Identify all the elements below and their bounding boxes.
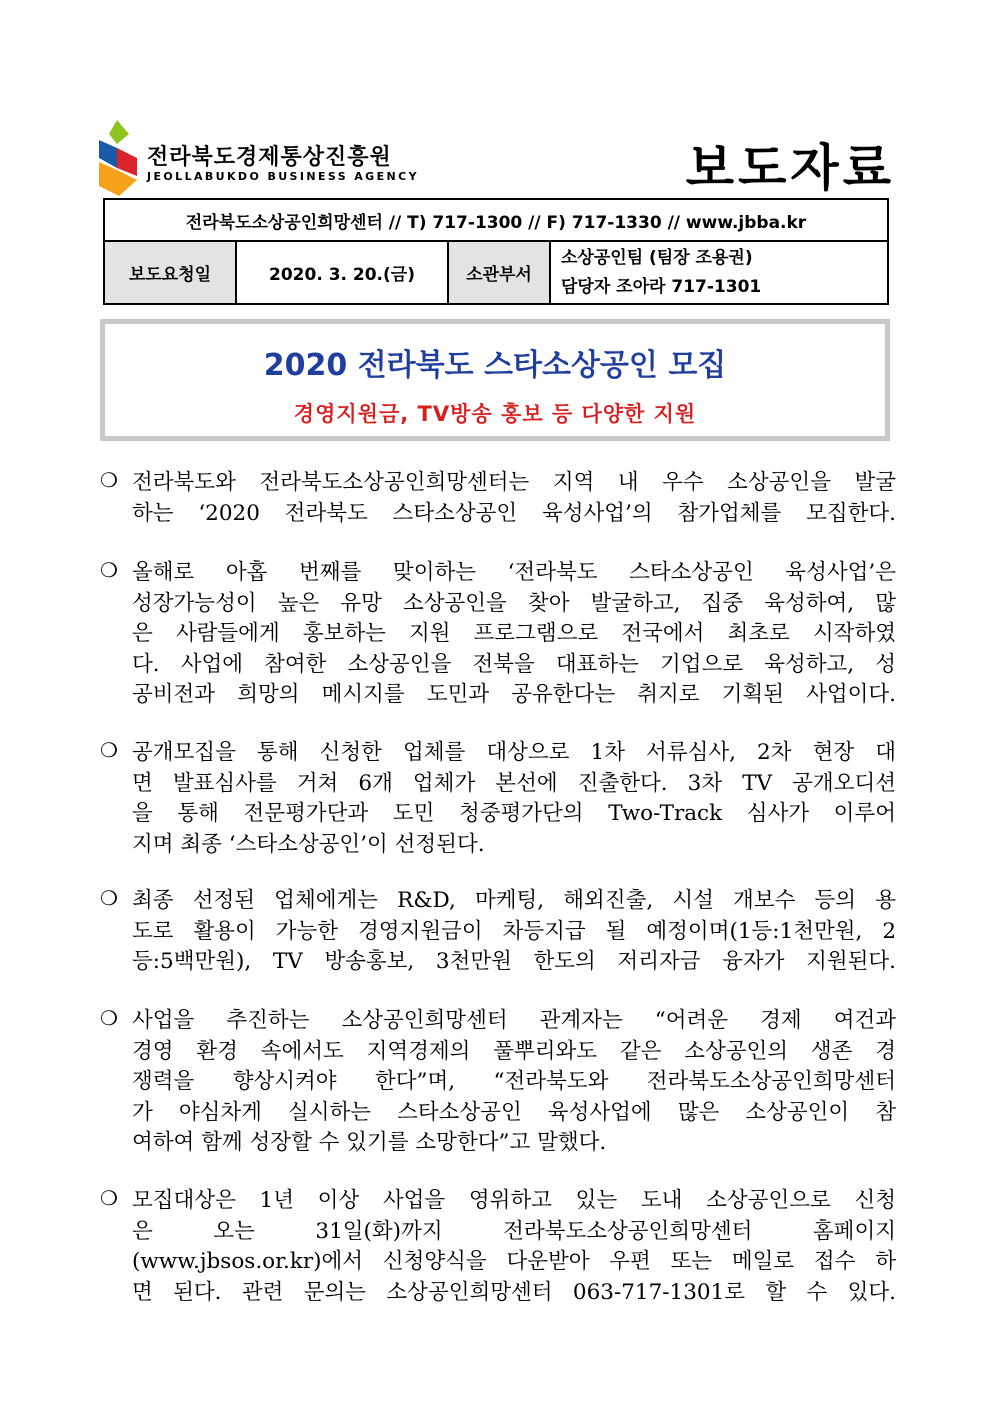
paragraph	[100, 468, 896, 529]
press-info-table	[103, 198, 889, 305]
paragraph-text	[132, 1006, 896, 1159]
request-date-value: 2020. 3. 20.(금)	[236, 241, 448, 304]
paragraph-line: 성장가능성이 높은 유망 소상공인을 찾아 발굴하고, 집중 육성하여, 많	[132, 590, 896, 616]
paragraph-line: 등:5백만원), TV 방송홍보, 3천만원 한도의 저리자금 융자가 지원된다.	[132, 949, 896, 974]
paragraph	[100, 558, 896, 711]
paragraph	[100, 738, 896, 860]
org-name-english: JEOLLABUKDO BUSINESS AGENCY	[147, 170, 419, 183]
paragraph-line: 전라북도와 전라북도소상공인희망센터는 지역 내 우수 소상공인을 발굴	[132, 470, 896, 495]
department-team: 소상공인팀 (팀장 조용권)	[561, 247, 753, 268]
request-date-label: 보도요청일	[104, 241, 236, 304]
paragraph-text	[132, 738, 896, 860]
document-type-title: 보도자료	[685, 139, 895, 197]
paragraph-line: 을 통해 전문평가단과 도민 청중평가단의 Two-Track 심사가 이루어	[132, 801, 896, 826]
paragraph-line: (www.jbsos.or.kr)에서 신청양식을 다운받아 우편 또는 메일로 접수 하	[132, 1249, 896, 1274]
department-contact: 담당자 조아라 717-1301	[561, 276, 762, 297]
paragraph-line: 은 사람들에게 홍보하는 지원 프로그램으로 전국에서 최초로 시작하였	[132, 621, 896, 646]
org-name: 전라북도경제통상진흥원	[147, 145, 392, 170]
bullet-circle-icon: ❍	[100, 468, 118, 492]
bullet-circle-icon: ❍	[100, 1006, 118, 1030]
paragraph-line: 가 야심차게 실시하는 스타소상공인 육성사업에 많은 소상공인이 참	[132, 1099, 896, 1125]
bullet-circle-icon: ❍	[100, 558, 118, 582]
headline-subtitle: 경영지원금, TV방송 홍보 등 다양한 지원	[293, 402, 697, 426]
request-row	[104, 241, 888, 304]
paragraph-line: 모집대상은 1년 이상 사업을 영위하고 있는 도내 소상공인으로 신청	[132, 1188, 896, 1213]
contact-info: 전라북도소상공인희망센터 // T) 717-1300 // F) 717-1330 // www.jbba.kr	[104, 199, 888, 241]
paragraph-line: 경영 환경 속에서도 지역경제의 풀뿌리와도 같은 소상공인의 생존 경	[132, 1038, 896, 1064]
bullet-circle-icon: ❍	[100, 1186, 118, 1210]
paragraph-line: 지며 최종 ‘스타소상공인’이 선정된다.	[132, 831, 485, 857]
paragraph-line: 최종 선정된 업체에게는 R&D, 마케팅, 해외진출, 시설 개보수 등의 용	[132, 888, 896, 913]
paragraph-text	[132, 1186, 896, 1308]
department-label: 소관부서	[448, 241, 550, 304]
paragraph-line: 쟁력을 향상시켜야 한다”며, “전라북도와 전라북도소상공인희망센터	[132, 1069, 896, 1094]
paragraph	[100, 1006, 896, 1159]
bullet-circle-icon: ❍	[100, 886, 118, 910]
paragraph	[100, 1186, 896, 1308]
paragraph	[100, 886, 896, 978]
paragraph-text	[132, 468, 896, 529]
paragraph-line: 도로 활용이 가능한 경영지원금이 차등지급 될 예정이며(1등:1천만원, 2	[132, 918, 896, 944]
paragraph-line: 올해로 아홉 번째를 맞이하는 ‘전라북도 스타소상공인 육성사업’은	[132, 560, 896, 585]
logo-green-shape	[109, 120, 129, 144]
contact-row	[104, 199, 888, 241]
paragraph-line: 여하여 함께 성장할 수 있기를 소망한다”고 말했다.	[132, 1130, 607, 1155]
headline-title: 2020 전라북도 스타소상공인 모집	[263, 348, 727, 383]
department-value	[550, 241, 888, 304]
paragraph-line: 면 발표심사를 거쳐 6개 업체가 본선에 진출한다. 3차 TV 공개오디션	[132, 770, 896, 796]
agency-logo-icon	[95, 120, 139, 196]
paragraph-line: 다. 사업에 참여한 소상공인을 전북을 대표하는 기업으로 육성하고, 성	[132, 651, 896, 677]
paragraph-line: 하는 ‘2020 전라북도 스타소상공인 육성사업’의 참가업체를 모집한다.	[132, 500, 896, 526]
headline-box	[100, 319, 890, 441]
paragraph-line: 사업을 추진하는 소상공인희망센터 관계자는 “어려운 경제 여건과	[132, 1008, 896, 1033]
paragraph-line: 면 된다. 관련 문의는 소상공인희망센터 063-717-1301로 할 수 있다.	[132, 1279, 896, 1305]
paragraph-line: 공개모집을 통해 신청한 업체를 대상으로 1차 서류심사, 2차 현장 대	[132, 740, 896, 765]
paragraph-line: 은 오는 31일(화)까지 전라북도소상공인희망센터 홈페이지	[132, 1218, 896, 1244]
paragraph-text	[132, 558, 896, 711]
header	[95, 118, 895, 198]
bullet-circle-icon: ❍	[100, 738, 118, 762]
paragraph-text	[132, 886, 896, 978]
paragraph-line: 공비전과 희망의 메시지를 도민과 공유한다는 취지로 기획된 사업이다.	[132, 682, 896, 707]
